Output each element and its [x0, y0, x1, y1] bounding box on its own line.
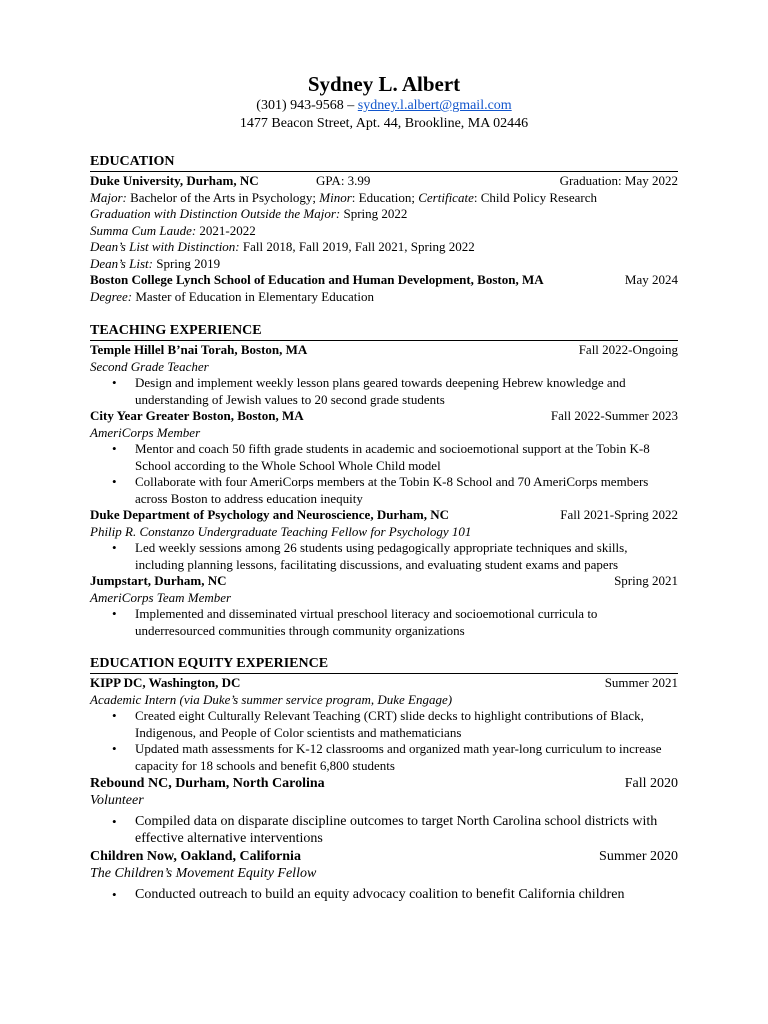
honor-label: Summa Cum Laude: — [90, 222, 197, 238]
job-date: Summer 2020 — [599, 849, 678, 864]
degree-label: Degree: — [90, 288, 133, 304]
honor-line — [90, 239, 678, 256]
bc-date: May 2024 — [624, 272, 678, 287]
education-section — [90, 154, 678, 305]
bullet-item: • Compiled data on disparate discipline outcomes to target North Carolina school districts with effective alternative interventions — [135, 813, 678, 847]
job-header — [90, 342, 678, 359]
certificate-label: Certificate — [418, 189, 474, 205]
bullet-item: • Led weekly sessions among 26 students using pedagogically appropriate techniques and skills, including planning lessons, facilitating discussions, and evaluating student exams and papers — [135, 540, 678, 573]
degree-value: Master of Education in Elementary Education — [132, 288, 374, 304]
job-role: AmeriCorps Member — [90, 424, 201, 440]
job-header — [90, 675, 678, 692]
job-date: Fall 2022-Ongoing — [578, 342, 678, 357]
honor-value: Spring 2019 — [152, 255, 221, 271]
job-role: The Children’s Movement Equity Fellow — [90, 866, 317, 881]
job-bullets — [90, 708, 678, 774]
job-bullets — [90, 375, 678, 408]
job-date: Summer 2021 — [604, 675, 678, 690]
job-org: Duke Department of Psychology and Neuroscience, Durham, NC — [90, 507, 450, 522]
section-title-equity: EDUCATION EQUITY EXPERIENCE — [90, 656, 678, 674]
honor-label: Graduation with Distinction Outside the Major: — [90, 206, 341, 221]
major-label: Major: — [90, 189, 127, 205]
honor-label: Dean’s List: — [90, 255, 153, 271]
duke-row — [90, 173, 678, 190]
job-org: City Year Greater Boston, Boston, MA — [90, 408, 304, 423]
certificate-value: : Child Policy Research — [473, 189, 597, 205]
job-role: Second Grade Teacher — [90, 358, 209, 374]
job-bullets — [90, 540, 678, 573]
job-role: AmeriCorps Team Member — [90, 589, 232, 605]
job-header — [90, 507, 678, 524]
honor-value: Fall 2018, Fall 2019, Fall 2021, Spring 2022 — [239, 239, 475, 254]
job-bullets — [90, 886, 678, 903]
bullet-item: • Design and implement weekly lesson plans geared towards deepening Hebrew knowledge and understanding of Jewish values to 20 second grade students — [135, 375, 678, 408]
bc-school: Boston College Lynch School of Education and Human Development, Boston, MA — [90, 272, 544, 287]
address: 1477 Beacon Street, Apt. 44, Brookline, MA 02446 — [239, 116, 529, 131]
duke-major-line — [90, 190, 678, 207]
resume-page — [90, 0, 678, 903]
job-header — [90, 408, 678, 425]
honor-label: Dean’s List with Distinction: — [90, 239, 240, 254]
honor-value: Spring 2022 — [340, 206, 408, 221]
bullet-item: • Implemented and disseminated virtual preschool literacy and socioemotional curricula to underresourced communities through community organizations — [135, 606, 678, 639]
honor-line — [90, 223, 678, 240]
duke-school: Duke University, Durham, NC — [90, 173, 259, 188]
section-title-teaching: TEACHING EXPERIENCE — [90, 323, 678, 341]
bullet-item: • Collaborate with four AmeriCorps members at the Tobin K-8 School and 70 AmeriCorps members across Boston to address education inequity — [135, 474, 678, 507]
job-header — [90, 573, 678, 590]
job-org: KIPP DC, Washington, DC — [90, 675, 241, 690]
equity-section — [90, 656, 678, 903]
duke-graduation: Graduation: May 2022 — [559, 173, 678, 188]
job-bullets — [90, 606, 678, 639]
job-date: Fall 2020 — [624, 776, 678, 791]
teaching-section — [90, 323, 678, 639]
bullet-item: • Created eight Culturally Relevant Teaching (CRT) slide decks to highlight contributions of Black, Indigenous, and People of Color scientists and mathematicians — [135, 708, 678, 741]
job-date: Spring 2021 — [614, 573, 678, 588]
minor-value: : Education; — [351, 189, 419, 205]
section-title-education: EDUCATION — [90, 154, 678, 172]
job-org: Children Now, Oakland, California — [90, 849, 301, 864]
major-value: Bachelor of the Arts in Psychology; — [126, 189, 320, 205]
bullet-item: • Conducted outreach to build an equity advocacy coalition to benefit California children — [135, 886, 678, 903]
job-bullets — [90, 441, 678, 507]
minor-label: Minor — [319, 189, 352, 205]
job-org: Temple Hillel B’nai Torah, Boston, MA — [90, 342, 308, 357]
duke-gpa: GPA: 3.99 — [316, 173, 371, 188]
job-date: Fall 2021-Spring 2022 — [560, 507, 678, 522]
job-org: Jumpstart, Durham, NC — [90, 573, 227, 588]
job-org: Rebound NC, Durham, North Carolina — [90, 776, 325, 791]
job-header — [90, 775, 678, 792]
job-role: Philip R. Constanzo Undergraduate Teaching Fellow for Psychology 101 — [90, 523, 472, 539]
job-date: Fall 2022-Summer 2023 — [550, 408, 678, 423]
phone: (301) 943-9568 – — [256, 98, 358, 113]
bullet-item: • Mentor and coach 50 fifth grade students in academic and socioemotional support at the Tobin K-8 School according to the Whole School Whole Child model — [135, 441, 678, 474]
job-header — [90, 848, 678, 865]
contact-line — [90, 97, 678, 115]
job-role: Volunteer — [90, 793, 144, 808]
honor-line — [90, 206, 678, 223]
bc-degree-line — [90, 289, 678, 306]
email-link[interactable]: sydney.l.albert@gmail.com — [357, 98, 512, 113]
honor-line — [90, 256, 678, 273]
job-role: Academic Intern (via Duke’s summer service program, Duke Engage) — [90, 691, 453, 707]
bc-row — [90, 272, 678, 289]
job-bullets — [90, 813, 678, 847]
bullet-item: • Updated math assessments for K-12 classrooms and organized math year-long curriculum to increase capacity for 18 schools and benefit 6,800 students — [135, 741, 678, 774]
candidate-name: Sydney L. Albert — [307, 72, 461, 96]
honor-value: 2021-2022 — [196, 222, 256, 238]
